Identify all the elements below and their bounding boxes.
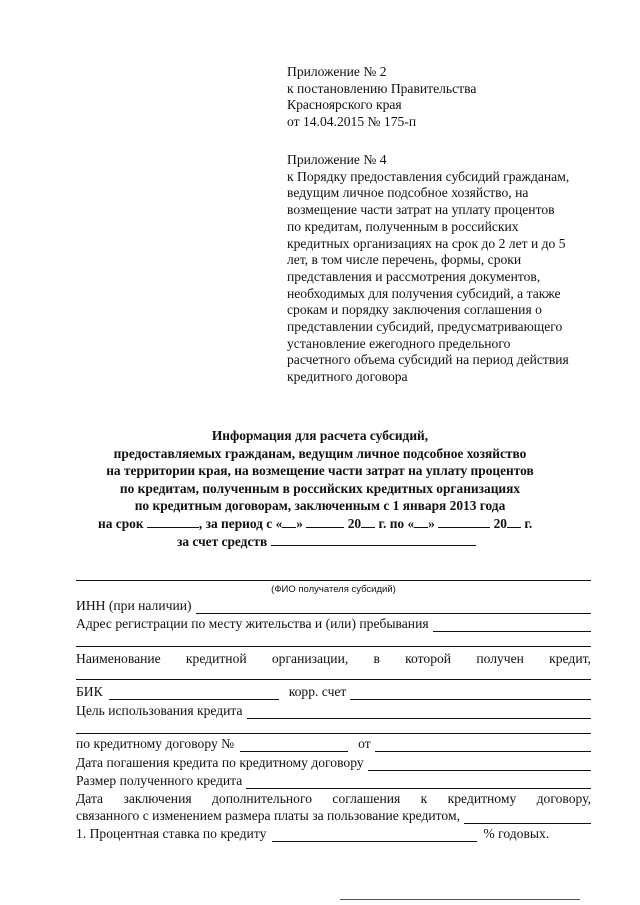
addl-agreement-field[interactable] bbox=[464, 811, 591, 824]
addl-agreement-label-2: связанного с изменением размера платы за пользование кредитом, bbox=[76, 808, 460, 823]
appendix-4-line: представлении субсидий, предусматривающего bbox=[287, 319, 563, 335]
bik-row bbox=[76, 682, 591, 700]
bank-name-field[interactable] bbox=[76, 679, 591, 680]
repay-date-field[interactable] bbox=[368, 758, 591, 771]
appendix-4-line: возмещение части затрат на уплату процентов bbox=[287, 202, 555, 218]
period-label: , за период с « bbox=[198, 515, 283, 531]
address-row bbox=[76, 614, 591, 632]
loan-size-label: Размер полученного кредита bbox=[76, 773, 243, 788]
quote-close: » bbox=[428, 515, 435, 531]
bank-word: организации, bbox=[271, 651, 349, 666]
appendix-4-line: расчетного объема субсидий на период действия bbox=[287, 352, 569, 368]
repay-date-label: Дата погашения кредита по кредитному договору bbox=[76, 755, 364, 770]
bank-name-row bbox=[76, 649, 591, 667]
appendix-4-line: ведущим личное подсобное хозяйство, на bbox=[287, 185, 529, 201]
funds-label: за счет средств bbox=[177, 533, 268, 549]
interest-rate-field[interactable] bbox=[272, 829, 477, 842]
appendix-4-line: лет, в том числе перечень, формы, сроки bbox=[287, 252, 522, 268]
interest-rate-label: 1. Процентная ставка по кредиту bbox=[76, 826, 267, 841]
contract-number-label: по кредитному договору № bbox=[76, 736, 235, 751]
addl-word: договору, bbox=[536, 791, 591, 806]
funds-field[interactable] bbox=[271, 533, 476, 546]
funds-line bbox=[60, 533, 580, 551]
address-label: Адрес регистрации по месту жительства и (или) пребывания bbox=[76, 616, 429, 631]
term-label: на срок bbox=[98, 515, 144, 531]
contract-date-field[interactable] bbox=[375, 739, 591, 752]
form-title bbox=[60, 427, 580, 550]
title-line: предоставляемых гражданам, ведущим личное подсобное хозяйство bbox=[113, 445, 527, 461]
period-end-year-field[interactable] bbox=[507, 515, 521, 528]
purpose-field[interactable] bbox=[247, 706, 591, 719]
bank-word: Наименование bbox=[76, 651, 161, 666]
inn-row bbox=[76, 596, 591, 614]
appendix-4-line: по кредитам, полученным в российских bbox=[287, 218, 519, 234]
term-field[interactable] bbox=[147, 515, 199, 528]
appendix-4-title: Приложение № 4 bbox=[287, 152, 387, 167]
bank-word: кредитной bbox=[185, 651, 247, 666]
appendix-2-date: от 14.04.2015 № 175-п bbox=[287, 114, 417, 130]
period-to-label: г. по « bbox=[378, 515, 415, 531]
interest-rate-suffix: % годовых. bbox=[483, 826, 550, 841]
appendix-4-line: срокам и порядку заключения соглашения о bbox=[287, 302, 542, 318]
title-line: по кредитным договорам, заключенным с 1 января 2013 года bbox=[134, 498, 506, 514]
addl-word: соглашения bbox=[332, 791, 401, 806]
loan-size-field[interactable] bbox=[246, 776, 591, 789]
year-prefix: 20 bbox=[493, 515, 507, 531]
repay-date-row bbox=[76, 753, 591, 771]
contract-date-label: от bbox=[358, 736, 371, 751]
title-line: Информация для расчета субсидий, bbox=[211, 428, 429, 443]
bank-word: кредит, bbox=[549, 651, 591, 666]
bank-word: получен bbox=[476, 651, 524, 666]
year-prefix: 20 bbox=[347, 515, 362, 531]
bank-name-label bbox=[76, 651, 591, 667]
inn-label: ИНН (при наличии) bbox=[76, 598, 192, 613]
scan-edge-line bbox=[340, 899, 580, 900]
addl-agreement-row-2 bbox=[76, 806, 591, 824]
bik-label: БИК bbox=[76, 684, 103, 699]
period-end-month-field[interactable] bbox=[438, 515, 490, 528]
appendix-4-line: установление ежегодного предельного bbox=[287, 335, 511, 351]
appendix-4-line: к Порядку предоставления субсидий гражданам, bbox=[287, 168, 570, 184]
addl-word: Дата bbox=[76, 791, 104, 806]
period-end-day-field[interactable] bbox=[414, 515, 428, 528]
addl-word: кредитному bbox=[447, 791, 517, 806]
bank-word: которой bbox=[405, 651, 452, 666]
appendix-4-line: представления и рассмотрения документов, bbox=[287, 268, 541, 284]
inn-field[interactable] bbox=[196, 601, 591, 614]
title-line: на территории края, на возмещение части затрат на уплату процентов bbox=[106, 463, 534, 479]
addl-agreement-label bbox=[76, 791, 591, 807]
purpose-label: Цель использования кредита bbox=[76, 703, 243, 718]
period-start-month-field[interactable] bbox=[306, 515, 344, 528]
addl-word: к bbox=[420, 791, 428, 806]
year-suffix: г. bbox=[524, 515, 533, 531]
fio-field[interactable] bbox=[76, 580, 591, 581]
title-line: по кредитам, полученным в российских кредитных организациях bbox=[119, 480, 521, 496]
appendix-2-line: к постановлению Правительства bbox=[287, 80, 477, 96]
fio-caption: (ФИО получателя субсидий) bbox=[271, 584, 396, 595]
period-start-year-field[interactable] bbox=[361, 515, 375, 528]
loan-size-row bbox=[76, 771, 591, 789]
contract-row bbox=[76, 734, 591, 752]
bik-field[interactable] bbox=[109, 687, 279, 700]
quote-close: » bbox=[296, 515, 303, 531]
appendix-2-line: Красноярского края bbox=[287, 97, 402, 113]
appendix-4-line: необходимых для получения субсидий, а также bbox=[287, 285, 561, 301]
corr-account-label: корр. счет bbox=[288, 684, 347, 699]
address-field[interactable] bbox=[433, 619, 591, 632]
appendix-4-line: кредитного договора bbox=[287, 369, 408, 385]
purpose-row bbox=[76, 701, 591, 719]
term-period-line bbox=[60, 515, 580, 533]
addl-word: заключения bbox=[123, 791, 192, 806]
addl-word: дополнительного bbox=[212, 791, 313, 806]
appendix-4-header bbox=[287, 152, 607, 386]
bank-word: в bbox=[373, 651, 380, 666]
period-start-day-field[interactable] bbox=[282, 515, 296, 528]
appendix-2-header bbox=[287, 64, 607, 131]
corr-account-field[interactable] bbox=[350, 687, 591, 700]
appendix-2-title: Приложение № 2 bbox=[287, 64, 387, 79]
contract-number-field[interactable] bbox=[240, 739, 348, 752]
address-field-line-2[interactable] bbox=[76, 646, 591, 647]
addl-agreement-row bbox=[76, 789, 591, 807]
appendix-4-line: кредитных организациях на срок до 2 лет и до 5 bbox=[287, 235, 566, 251]
interest-rate-row bbox=[76, 824, 591, 842]
